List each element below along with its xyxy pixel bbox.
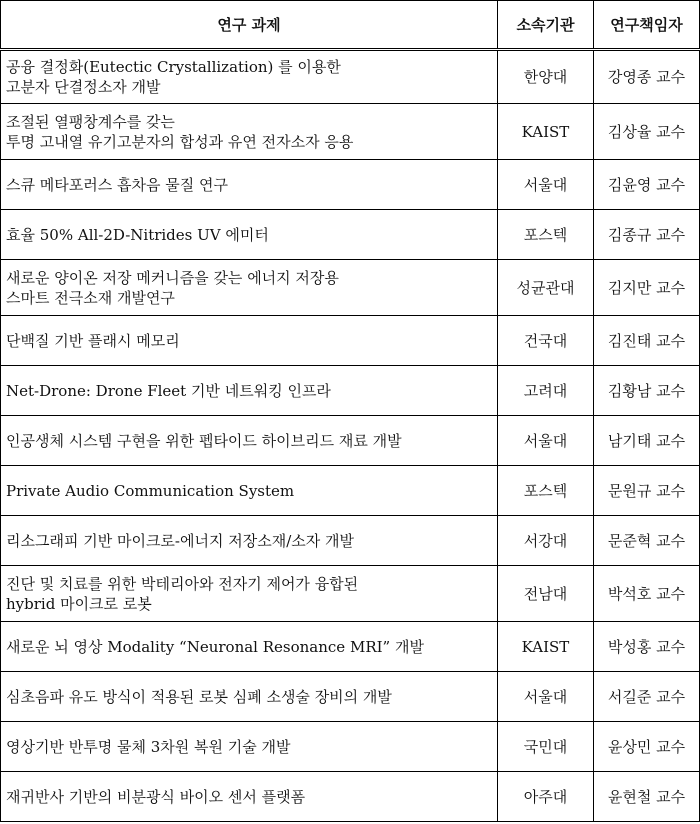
table-row — [1, 260, 700, 316]
project-title-cell: 단백질 기반 플래시 메모리 — [1, 316, 498, 366]
table-row — [1, 50, 700, 104]
institution-cell: 서울대 — [498, 416, 594, 466]
table-row — [1, 160, 700, 210]
project-title-cell: 영상기반 반투명 물체 3차원 복원 기술 개발 — [1, 722, 498, 772]
investigator-cell: 강영종 교수 — [594, 50, 700, 104]
table-row — [1, 104, 700, 160]
project-title-cell: Private Audio Communication System — [1, 466, 498, 516]
table-row — [1, 516, 700, 566]
investigator-cell: 김종규 교수 — [594, 210, 700, 260]
institution-cell: 전남대 — [498, 566, 594, 622]
investigator-cell: 박석호 교수 — [594, 566, 700, 622]
institution-cell: 서울대 — [498, 160, 594, 210]
project-title-cell: 진단 및 치료를 위한 박테리아와 전자기 제어가 융합된 hybrid 마이크로 로봇 — [1, 566, 498, 622]
project-title-cell: 공융 결정화(Eutectic Crystallization) 를 이용한 고분자 단결정소자 개발 — [1, 50, 498, 104]
investigator-cell: 문준혁 교수 — [594, 516, 700, 566]
investigator-cell: 김진태 교수 — [594, 316, 700, 366]
institution-cell: 포스텍 — [498, 210, 594, 260]
header-institution: 소속기관 — [498, 1, 594, 50]
table-row — [1, 316, 700, 366]
project-title-cell: 새로운 뇌 영상 Modality “Neuronal Resonance MRI” 개발 — [1, 622, 498, 672]
institution-cell: KAIST — [498, 622, 594, 672]
table-row — [1, 672, 700, 722]
header-project-title: 연구 과제 — [1, 1, 498, 50]
project-title-cell: 리소그래피 기반 마이크로-에너지 저장소재/소자 개발 — [1, 516, 498, 566]
investigator-cell: 윤상민 교수 — [594, 722, 700, 772]
table-row — [1, 416, 700, 466]
institution-cell: 한양대 — [498, 50, 594, 104]
investigator-cell: 김지만 교수 — [594, 260, 700, 316]
table-row — [1, 366, 700, 416]
institution-cell: 서강대 — [498, 516, 594, 566]
table-row — [1, 210, 700, 260]
table-row — [1, 466, 700, 516]
investigator-cell: 윤현철 교수 — [594, 772, 700, 822]
project-title-cell: 효율 50% All-2D-Nitrides UV 에미터 — [1, 210, 498, 260]
project-title-cell: 인공생체 시스템 구현을 위한 펩타이드 하이브리드 재료 개발 — [1, 416, 498, 466]
investigator-cell: 서길준 교수 — [594, 672, 700, 722]
investigator-cell: 김윤영 교수 — [594, 160, 700, 210]
project-title-cell: Net-Drone: Drone Fleet 기반 네트워킹 인프라 — [1, 366, 498, 416]
table-header-row — [1, 1, 700, 50]
institution-cell: 성균관대 — [498, 260, 594, 316]
table-row — [1, 566, 700, 622]
project-title-cell: 심초음파 유도 방식이 적용된 로봇 심폐 소생술 장비의 개발 — [1, 672, 498, 722]
investigator-cell: 남기태 교수 — [594, 416, 700, 466]
institution-cell: 포스텍 — [498, 466, 594, 516]
table-row — [1, 772, 700, 822]
institution-cell: 아주대 — [498, 772, 594, 822]
institution-cell: 건국대 — [498, 316, 594, 366]
project-title-cell: 스큐 메타포러스 흡차음 물질 연구 — [1, 160, 498, 210]
institution-cell: 국민대 — [498, 722, 594, 772]
table-row — [1, 622, 700, 672]
project-title-cell: 조절된 열팽창계수를 갖는 투명 고내열 유기고분자의 합성과 유연 전자소자 응용 — [1, 104, 498, 160]
project-title-cell: 새로운 양이온 저장 메커니즘을 갖는 에너지 저장용 스마트 전극소재 개발연구 — [1, 260, 498, 316]
investigator-cell: 김황남 교수 — [594, 366, 700, 416]
institution-cell: 고려대 — [498, 366, 594, 416]
project-title-cell: 재귀반사 기반의 비분광식 바이오 센서 플랫폼 — [1, 772, 498, 822]
table-row — [1, 722, 700, 772]
institution-cell: KAIST — [498, 104, 594, 160]
investigator-cell: 박성홍 교수 — [594, 622, 700, 672]
institution-cell: 서울대 — [498, 672, 594, 722]
header-principal-investigator: 연구책임자 — [594, 1, 700, 50]
investigator-cell: 문원규 교수 — [594, 466, 700, 516]
investigator-cell: 김상율 교수 — [594, 104, 700, 160]
